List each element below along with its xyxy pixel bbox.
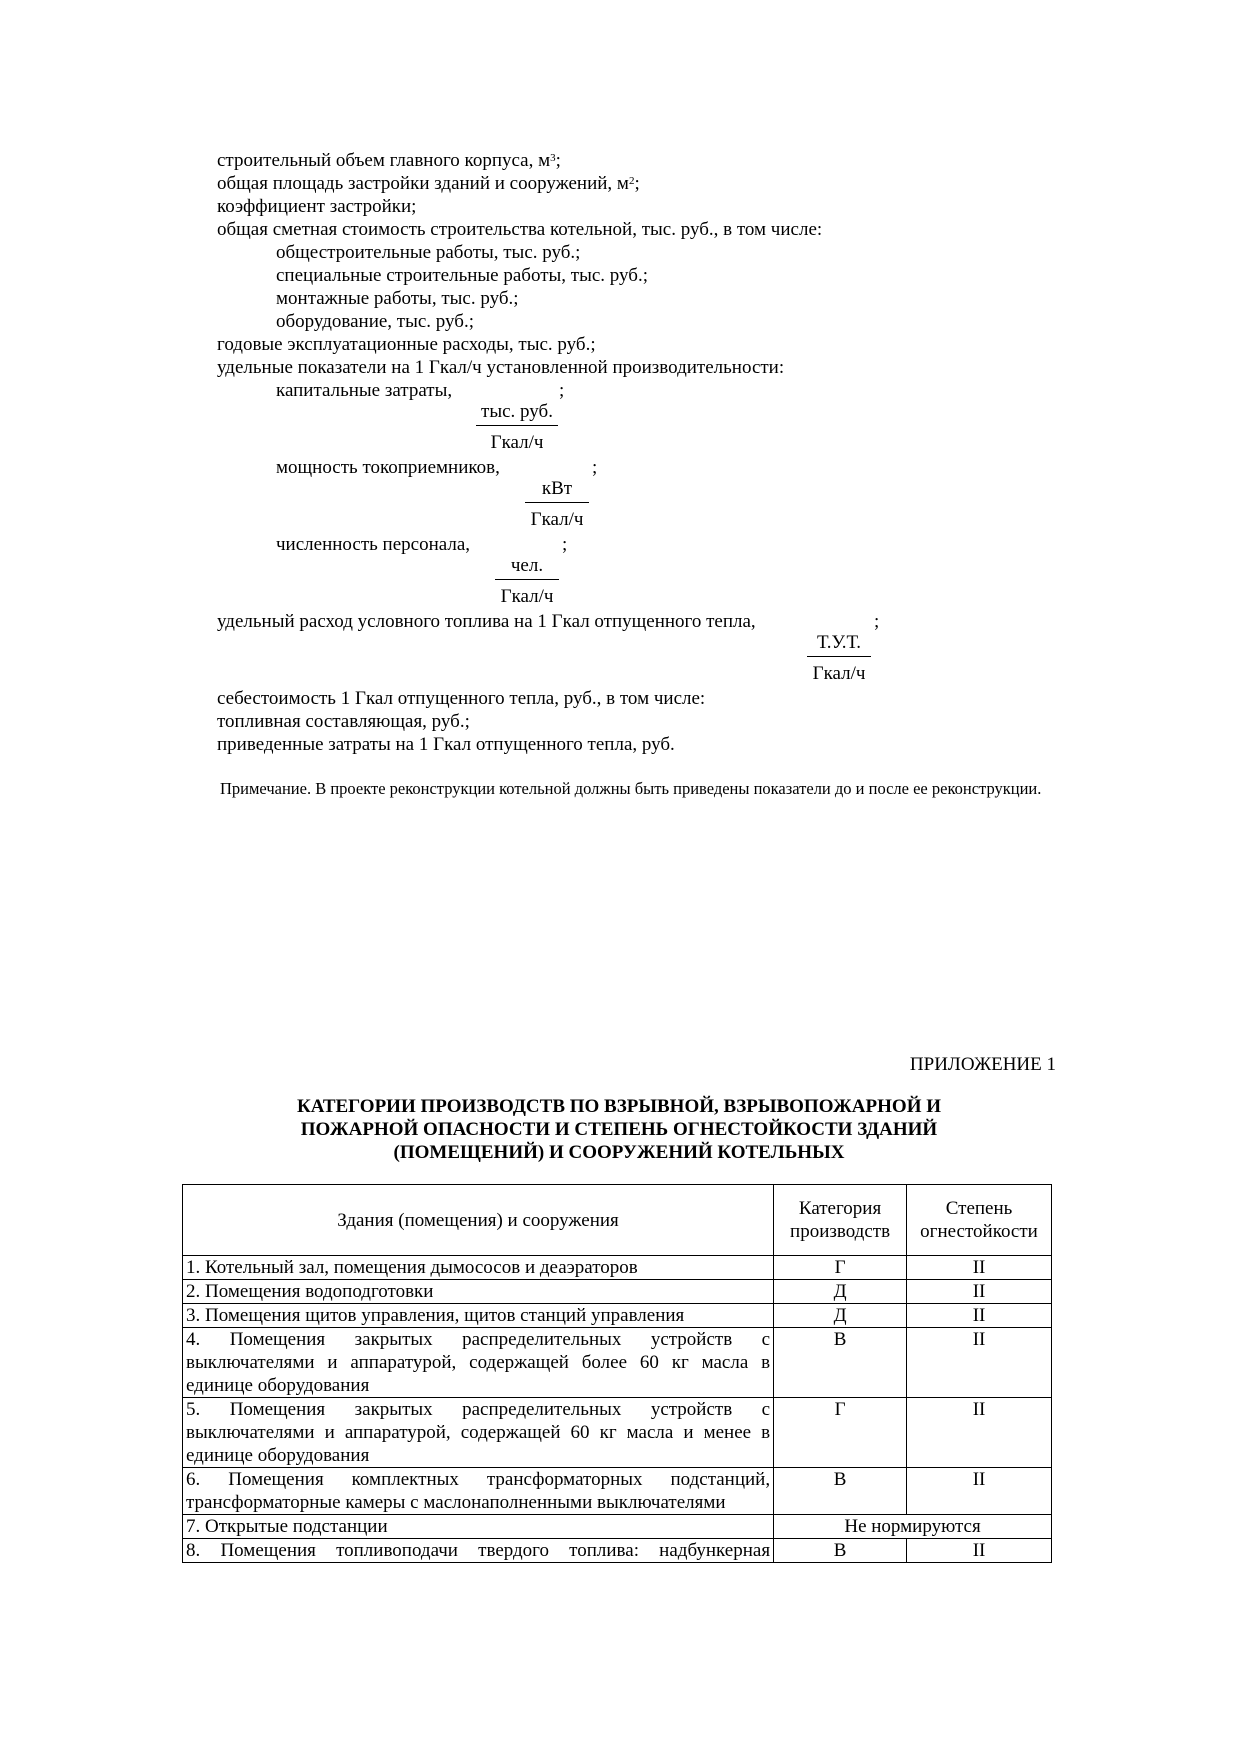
table-row — [183, 1468, 1052, 1515]
row-degree: II — [907, 1468, 1052, 1515]
fraction-numerator: тыс. руб. — [476, 401, 558, 426]
row-name: 6. Помещения комплектных трансформаторных подстанций, трансформаторные камеры с маслонаполненными выключателями — [183, 1468, 774, 1515]
row-name: 1. Котельный зал, помещения дымососов и деаэраторов — [183, 1256, 774, 1280]
row-name: 3. Помещения щитов управления, щитов станций управления — [183, 1304, 774, 1328]
appendix-label: ПРИЛОЖЕНИЕ 1 — [909, 1054, 1056, 1075]
text-line: капитальные затраты, — [276, 380, 453, 401]
fraction-denominator: Гкал/ч — [812, 663, 866, 684]
row-category: В — [774, 1328, 907, 1398]
text-line: мощность токоприемников, — [276, 457, 500, 478]
fraction-numerator: чел. — [495, 555, 559, 580]
row-degree: II — [907, 1256, 1052, 1280]
row-name: 7. Открытые подстанции — [183, 1515, 774, 1539]
table-row — [183, 1515, 1052, 1539]
semicolon: ; — [874, 611, 880, 632]
table-row — [183, 1398, 1052, 1468]
note-paragraph: Примечание. В проекте реконструкции котельной должны быть приведены показатели до и после ее реконструкции. — [220, 779, 1042, 798]
row-category: Д — [774, 1280, 907, 1304]
row-category: Д — [774, 1304, 907, 1328]
text-line: удельный расход условного топлива на 1 Гкал отпущенного тепла, — [217, 611, 756, 632]
row-degree: II — [907, 1398, 1052, 1468]
unit-fraction — [807, 632, 871, 685]
text-line: годовые эксплуатационные расходы, тыс. руб.; — [217, 334, 596, 355]
text-line: общая сметная стоимость строительства котельной, тыс. руб., в том числе: — [217, 219, 823, 240]
row-name: 8. Помещения топливоподачи твердого топлива: надбункерная — [183, 1539, 774, 1563]
header-fire-resistance: Степень огнестойкости — [907, 1185, 1052, 1256]
text-line: монтажные работы, тыс. руб.; — [276, 288, 519, 309]
row-name: 5. Помещения закрытых распределительных устройств с выключателями и аппаратурой, содержащей 60 кг масла и менее в единице оборудования — [183, 1398, 774, 1468]
unit-fraction — [495, 555, 559, 608]
header-category: Категория производств — [774, 1185, 907, 1256]
semicolon: ; — [592, 457, 598, 478]
row-name: 4. Помещения закрытых распределительных устройств с выключателями и аппаратурой, содержащей более 60 кг масла в единице оборудования — [183, 1328, 774, 1398]
fraction-denominator: Гкал/ч — [490, 432, 544, 453]
title-line: (ПОМЕЩЕНИЙ) И СООРУЖЕНИЙ КОТЕЛЬНЫХ — [393, 1142, 845, 1163]
row-category: В — [774, 1468, 907, 1515]
text-line: строительный объем главного корпуса, $м^3$; — [217, 150, 561, 171]
table-row — [183, 1304, 1052, 1328]
text-line: оборудование, тыс. руб.; — [276, 311, 475, 332]
text-line: специальные строительные работы, тыс. руб.; — [276, 265, 648, 286]
table-row — [183, 1256, 1052, 1280]
categories-table — [182, 1184, 1052, 1563]
row-name: 2. Помещения водоподготовки — [183, 1280, 774, 1304]
text-line: себестоимость 1 Гкал отпущенного тепла, руб., в том числе: — [217, 688, 706, 709]
fraction-denominator: Гкал/ч — [530, 509, 584, 530]
row-merged-value: Не нормируются — [774, 1515, 1052, 1539]
unit-fraction — [476, 401, 558, 454]
semicolon: ; — [559, 380, 565, 401]
row-degree: II — [907, 1304, 1052, 1328]
table-header-row — [183, 1185, 1052, 1256]
header-buildings: Здания (помещения) и сооружения — [183, 1185, 774, 1256]
row-category: Г — [774, 1398, 907, 1468]
text-line: общестроительные работы, тыс. руб.; — [276, 242, 581, 263]
semicolon: ; — [562, 534, 568, 555]
row-degree: II — [907, 1539, 1052, 1563]
text-line: топливная составляющая, руб.; — [217, 711, 470, 732]
text-line: общая площадь застройки зданий и сооружений, $м^2$; — [217, 173, 640, 194]
table-row — [183, 1539, 1052, 1563]
fraction-numerator: Т.У.Т. — [807, 632, 871, 657]
text-line: коэффициент застройки; — [217, 196, 417, 217]
fraction-denominator: Гкал/ч — [500, 586, 554, 607]
row-degree: II — [907, 1280, 1052, 1304]
text-line: численность персонала, — [276, 534, 470, 555]
row-category: В — [774, 1539, 907, 1563]
title-line: ПОЖАРНОЙ ОПАСНОСТИ И СТЕПЕНЬ ОГНЕСТОЙКОСТИ ЗДАНИЙ — [300, 1119, 938, 1140]
title-line: КАТЕГОРИИ ПРОИЗВОДСТВ ПО ВЗРЫВНОЙ, ВЗРЫВОПОЖАРНОЙ И — [297, 1096, 941, 1117]
table-row — [183, 1328, 1052, 1398]
text-line: приведенные затраты на 1 Гкал отпущенного тепла, руб. — [217, 734, 675, 755]
table-row — [183, 1280, 1052, 1304]
row-category: Г — [774, 1256, 907, 1280]
fraction-numerator: кВт — [525, 478, 589, 503]
text-line: удельные показатели на 1 Гкал/ч установленной производительности: — [217, 357, 785, 378]
row-degree: II — [907, 1328, 1052, 1398]
unit-fraction — [525, 478, 589, 531]
section-title — [187, 1095, 1051, 1164]
